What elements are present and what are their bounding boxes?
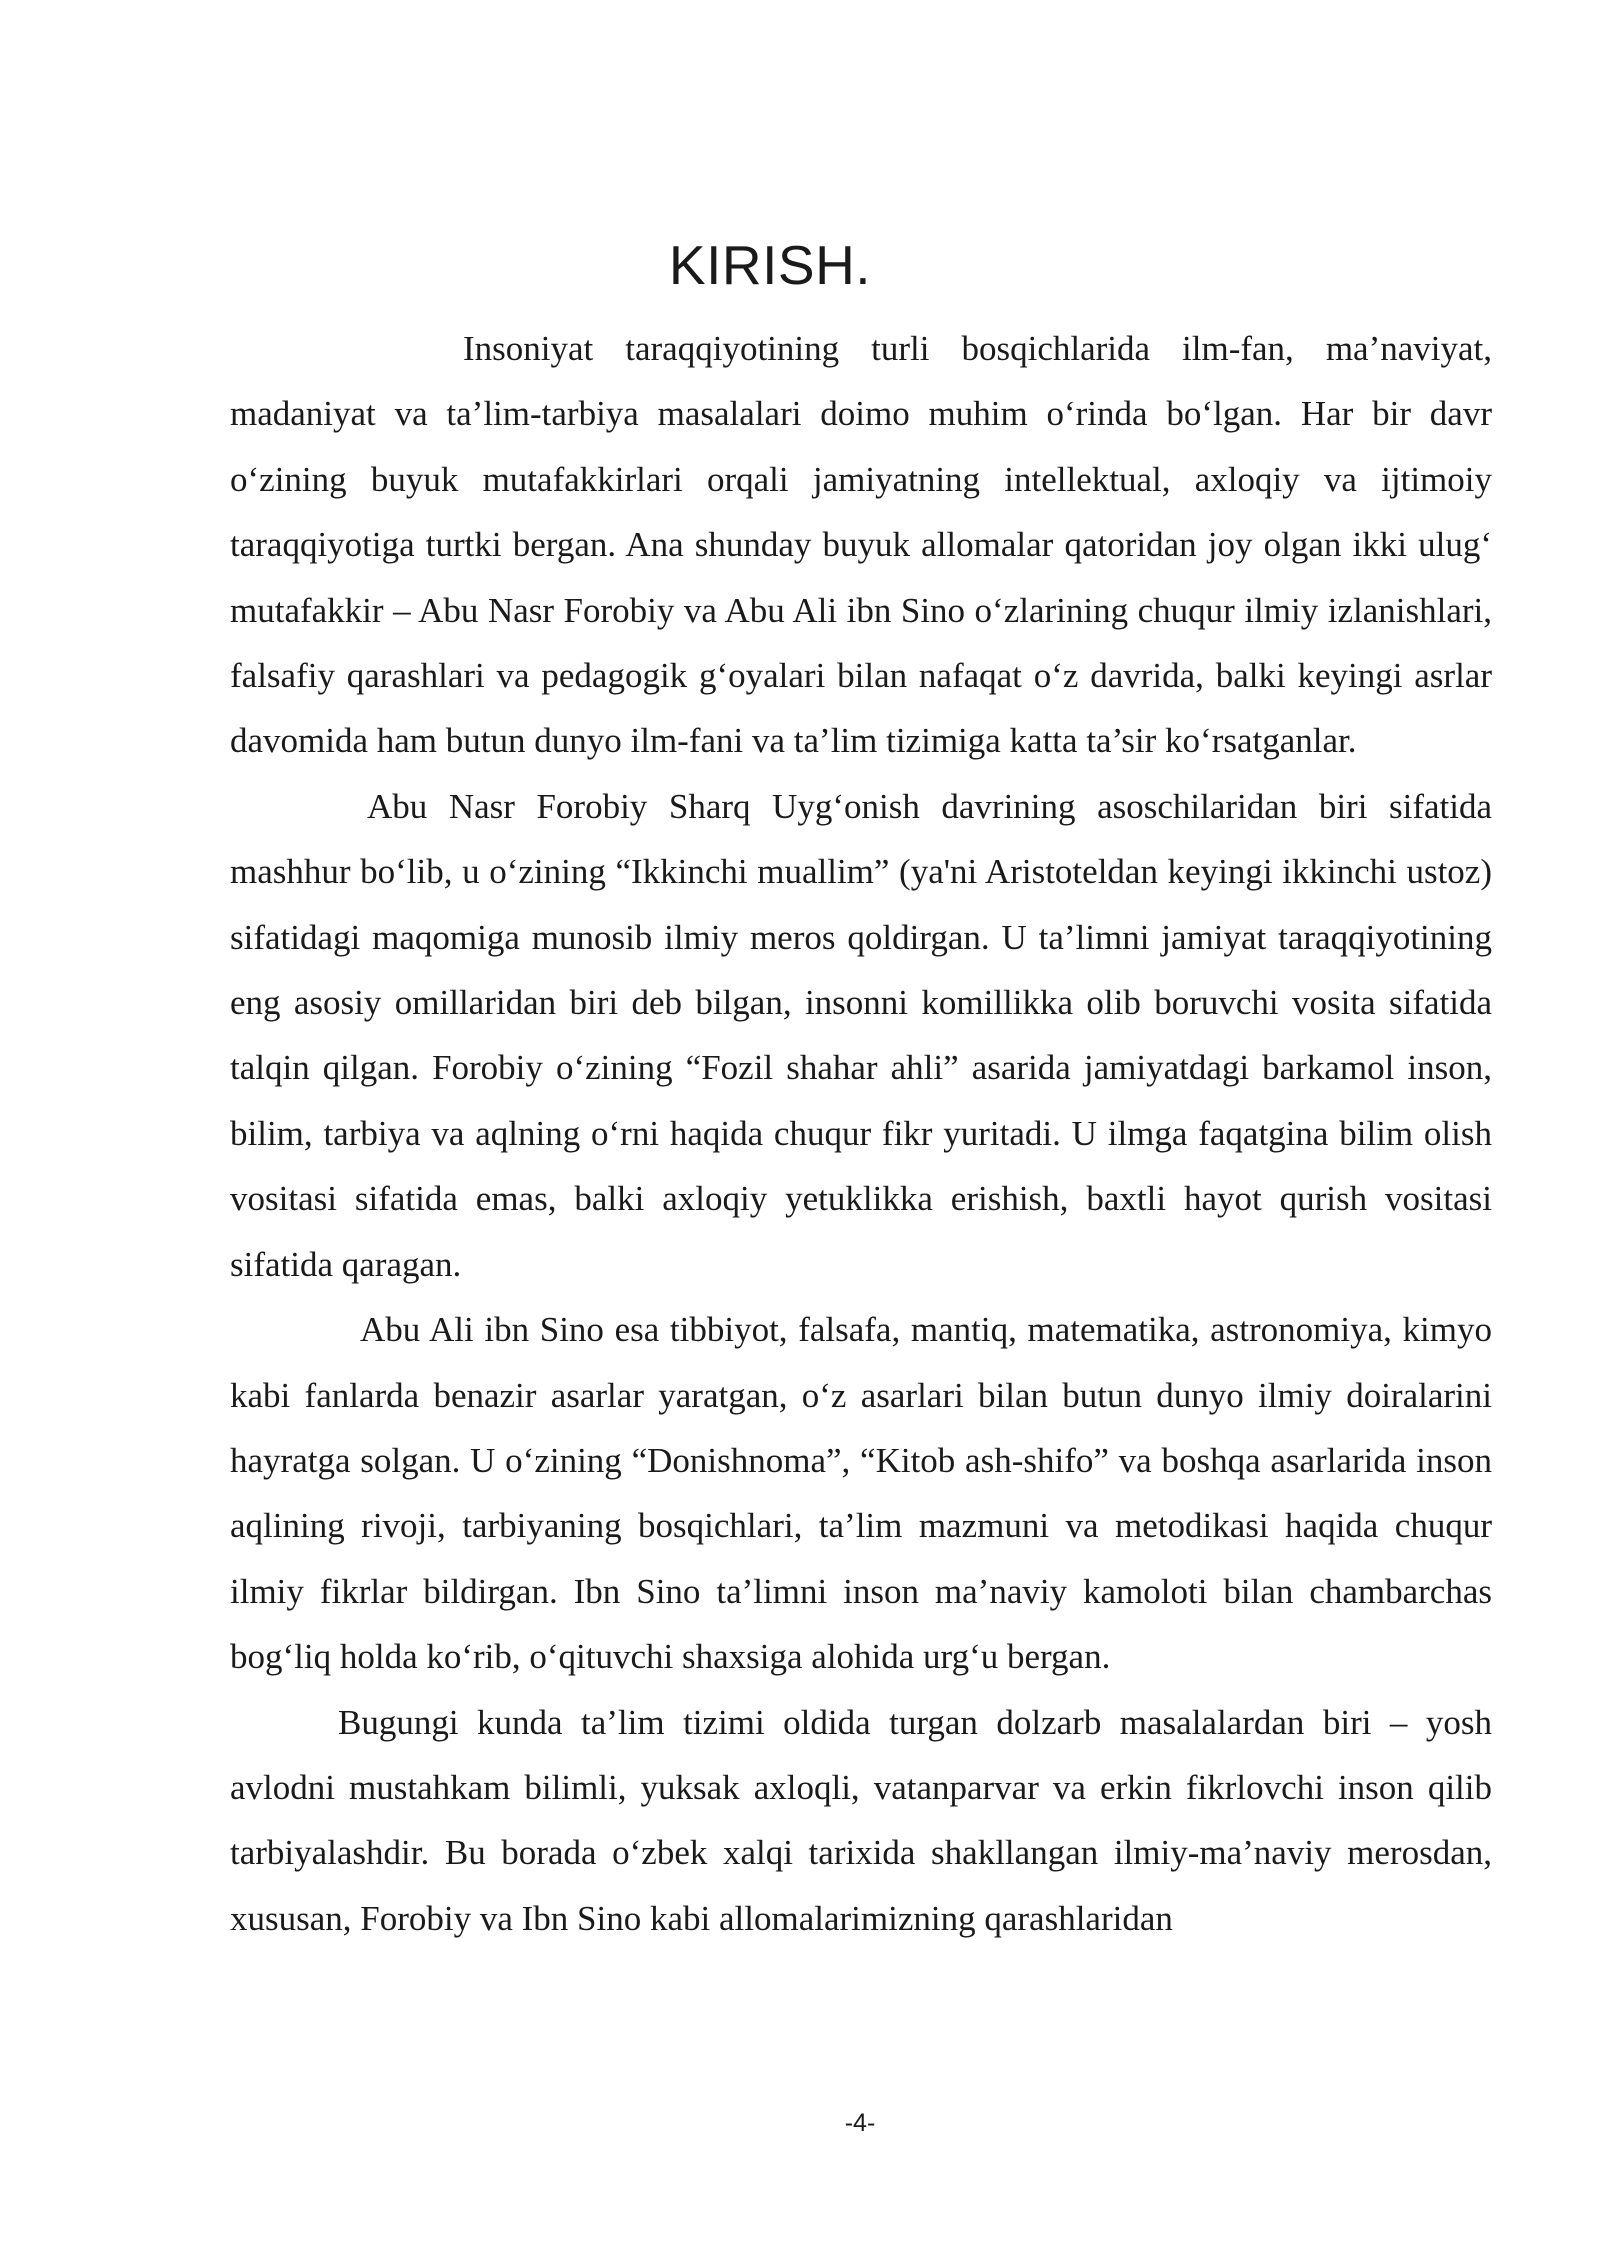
paragraph-ibn-sino: Abu Ali ibn Sino esa tibbiyot, falsafa, mantiq, matematika, astronomiya, kimyo kabi fanlarda benazir asarlar yaratgan, o‘z asarlari bilan butun dunyo ilmiy doiralarini hayratga solgan. U o‘zining “Donishnoma”, “Kitob ash-shifo” va boshqa asarlarida inson aqlining rivoji, tarbiyaning bosqichlari, ta’lim mazmuni va metodikasi haqida chuqur ilmiy fikrlar bildirgan. Ibn Sino ta’limni inson ma’naviy kamoloti bilan chambarchas bog‘liq holda ko‘rib, o‘qituvchi shaxsiga alohida urg‘u bergan. — [230, 1310, 1492, 1677]
page-title: KIRISH. — [668, 234, 872, 296]
body-text — [230, 316, 1492, 1951]
paragraph-introduction: Insoniyat taraqqiyotining turli bosqichlarida ilm-fan, ma’naviyat, madaniyat va ta’lim-tarbiya masalalari doimo muhim o‘rinda bo‘lgan. Har bir davr o‘zining buyuk mutafakkirlari orqali jamiyatning intellektual, axloqiy va ijtimoiy taraqqiyotiga turtki bergan. Ana shunday buyuk allomalar qatoridan joy olgan ikki ulug‘ mutafakkir – Abu Nasr Forobiy va Abu Ali ibn Sino o‘zlarining chuqur ilmiy izlanishlari, falsafiy qarashlari va pedagogik g‘oyalari bilan nafaqat o‘z davrida, balki keyingi asrlar davomida ham butun dunyo ilm-fani va ta’lim tizimiga katta ta’sir ko‘rsatganlar. — [230, 329, 1492, 761]
page-number: -4- — [844, 2109, 876, 2137]
paragraph-education-today: Bugungi kunda ta’lim tizimi oldida turgan dolzarb masalalardan biri – yosh avlodni mustahkam bilimli, yuksak axloqli, vatanparvar va erkin fikrlovchi inson qilib tarbiyalashdir. Bu borada o‘zbek xalqi tarixida shakllangan ilmiy-ma’naviy merosdan, xususan, Forobiy va Ibn Sino kabi allomalarimizning qarashlaridan — [230, 1702, 1492, 1938]
paragraph-forobiy: Abu Nasr Forobiy Sharq Uyg‘onish davrining asoschilaridan biri sifatida mashhur bo‘lib, u o‘zining “Ikkinchi muallim” (ya'ni Aristoteldan keyingi ikkinchi ustoz) sifatidagi maqomiga munosib ilmiy meros qoldirgan. U ta’limni jamiyat taraqqiyotining eng asosiy omillaridan biri deb bilgan, insonni komillikka olib boruvchi vosita sifatida talqin qilgan. Forobiy o‘zining “Fozil shahar ahli” asarida jamiyatdagi barkamol inson, bilim, tarbiya va aqlning o‘rni haqida chuqur fikr yuritadi. U ilmga faqatgina bilim olish vositasi sifatida emas, balki axloqiy yetuklikka erishish, baxtli hayot qurish vositasi sifatida qaragan. — [230, 786, 1492, 1284]
